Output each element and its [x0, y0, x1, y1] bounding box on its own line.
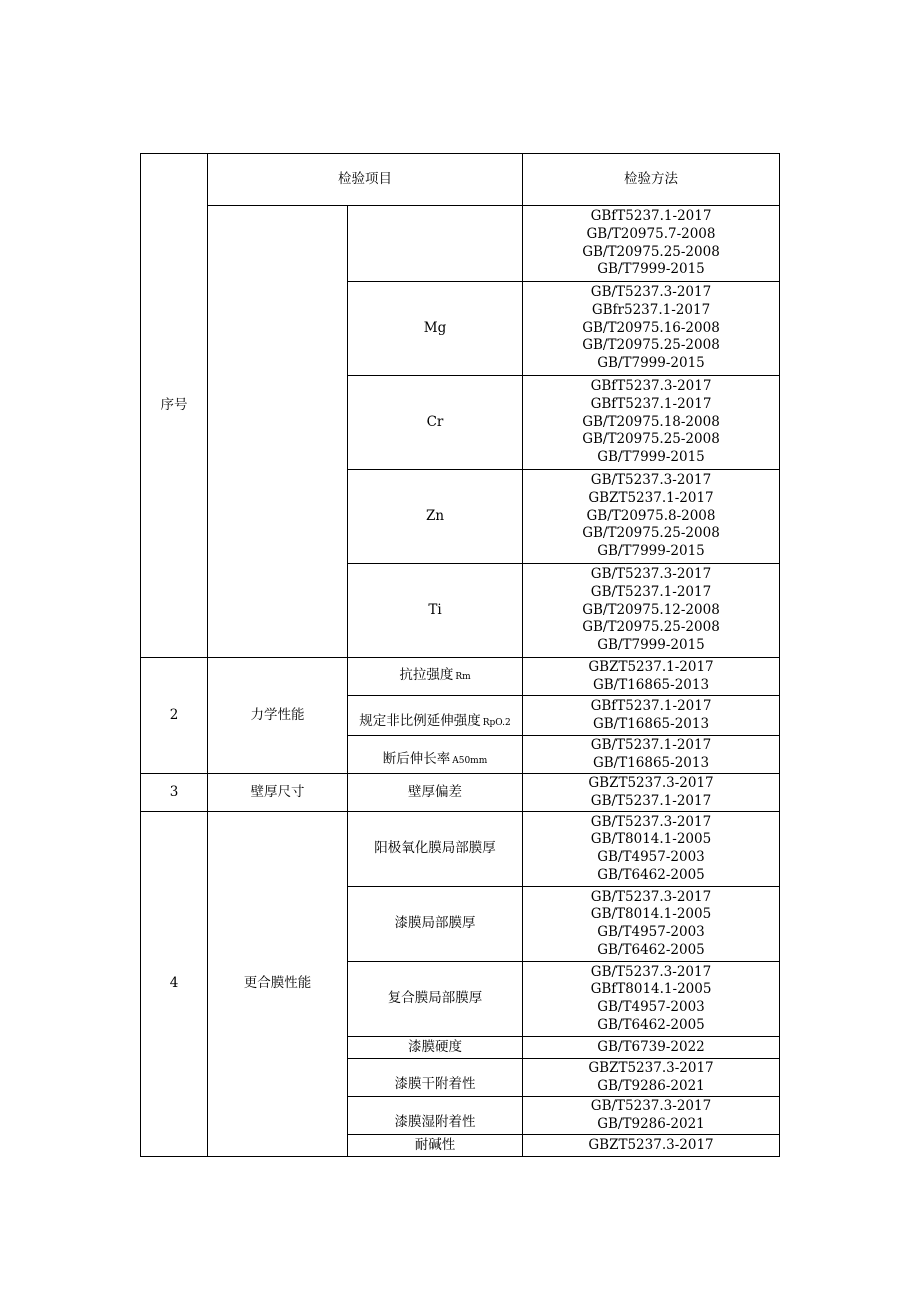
item-zn: Zn — [348, 470, 523, 564]
method-line: GBfT5237.1-2017 — [590, 208, 712, 225]
method-line: GB/T20975.8-2008 — [586, 507, 716, 524]
method-line: GB/T20975.25-2008 — [582, 337, 720, 354]
methods-cell — [523, 206, 780, 282]
chem-category-cell — [208, 206, 348, 658]
item-wall-deviation: 壁厚偏差 — [348, 774, 523, 812]
method-line: GBZT5237.1-2017 — [588, 489, 714, 506]
methods-cell — [523, 376, 780, 470]
item-dry-adhesion: 漆膜干附着性 — [348, 1059, 523, 1097]
method-line: GB/T7999-2015 — [597, 261, 705, 278]
category-wall-thickness: 壁厚尺寸 — [208, 774, 348, 812]
method-line: GBfr5237.1-2017 — [591, 301, 711, 318]
methods-cell — [523, 887, 780, 962]
methods-cell — [523, 282, 780, 376]
row-number-3: 3 — [141, 774, 208, 812]
method-line: GB/T7999-2015 — [597, 355, 705, 372]
method-line: GB/T9286-2021 — [597, 1077, 705, 1094]
symbol-rp02: RpO.2 — [482, 718, 511, 729]
method-line: GB/T5237.3-2017 — [590, 888, 712, 905]
item-anodic-film-thickness: 阳极氧化膜局部膜厚 — [348, 812, 523, 887]
methods-cell — [523, 962, 780, 1037]
method-line: GBZT5237.3-2017 — [588, 1059, 714, 1076]
item-yield-strength: 规定非比例延伸强度 RpO.2 — [348, 696, 523, 736]
method-line: GB/T5237.3-2017 — [590, 963, 712, 980]
method-line: GB/T16865-2013 — [592, 754, 710, 771]
method-line: GB/T5237.1-2017 — [590, 736, 712, 753]
method-line: GB/T20975.25-2008 — [582, 525, 720, 542]
method-line: GB/T8014.1-2005 — [590, 831, 712, 848]
method-line: GBZT5237.3-2017 — [588, 1136, 714, 1153]
method-line: GB/T4957-2003 — [597, 924, 705, 940]
methods-cell — [523, 564, 780, 658]
methods-cell — [523, 774, 780, 812]
row-number-4: 4 — [141, 812, 208, 1157]
methods-cell — [523, 736, 780, 774]
method-line: GB/T4957-2003 — [597, 999, 705, 1015]
category-film: 更合膜性能 — [208, 812, 348, 1157]
method-line: GB/T20975.25-2008 — [582, 619, 720, 636]
chem-unlabeled-item — [348, 206, 523, 282]
table-row — [141, 658, 780, 696]
method-line: GB/T5237.3-2017 — [590, 813, 712, 830]
method-line: GB/T5237.3-2017 — [590, 566, 712, 583]
category-mechanical: 力学性能 — [208, 658, 348, 774]
methods-cell — [523, 1097, 780, 1135]
method-line: GB/T5237.3-2017 — [590, 472, 712, 489]
symbol-a50mm: A50mm — [452, 756, 488, 767]
item-composite-film-thickness: 复合膜局部膜厚 — [348, 962, 523, 1037]
method-line: GB/T20975.16-2008 — [582, 319, 720, 336]
methods-cell — [523, 1135, 780, 1157]
methods-cell — [523, 812, 780, 887]
item-paint-film-thickness: 漆膜局部膜厚 — [348, 887, 523, 962]
method-line: GBfT5237.3-2017 — [590, 378, 712, 395]
method-line: GB/T7999-2015 — [597, 449, 705, 466]
item-paint-hardness: 漆膜硬度 — [348, 1037, 523, 1059]
header-method: 检验方法 — [523, 154, 780, 206]
method-line: GBfT5237.1-2017 — [590, 697, 712, 714]
table-row — [141, 774, 780, 812]
method-line: GB/T6462-2005 — [597, 1016, 705, 1033]
item-mg: Mg — [348, 282, 523, 376]
methods-cell — [523, 470, 780, 564]
symbol-rm: Rm — [455, 671, 471, 682]
table-row — [141, 206, 780, 282]
method-line: GB/T20975.12-2008 — [582, 601, 720, 618]
row-number-2: 2 — [141, 658, 208, 774]
method-line: GB/T20975.7-2008 — [586, 225, 716, 242]
methods-cell — [523, 696, 780, 736]
method-line: GBfT8014.1-2005 — [590, 981, 712, 998]
method-line: GB/T5237.1-2017 — [590, 792, 712, 809]
inspection-table — [140, 153, 780, 1157]
method-line: GB/T6462-2005 — [597, 866, 705, 883]
method-line: GB/T16865-2013 — [592, 676, 710, 693]
method-line: GBZT5237.3-2017 — [588, 774, 714, 791]
table-row — [141, 812, 780, 887]
method-line: GB/T5237.1-2017 — [590, 583, 712, 600]
methods-cell — [523, 658, 780, 696]
method-line: GB/T5237.3-2017 — [590, 1097, 712, 1114]
item-ti: Ti — [348, 564, 523, 658]
item-alkali-resistance: 耐碱性 — [348, 1135, 523, 1157]
header-row — [141, 154, 780, 206]
item-wet-adhesion: 漆膜湿附着性 — [348, 1097, 523, 1135]
method-line: GB/T16865-2013 — [592, 715, 710, 732]
methods-cell — [523, 1059, 780, 1097]
item-tensile-strength: 抗拉强度 Rm — [348, 658, 523, 696]
method-line: GBZT5237.1-2017 — [588, 658, 714, 675]
method-line: GB/T8014.1-2005 — [590, 906, 712, 923]
header-item: 检验项目 — [208, 154, 523, 206]
item-elongation: 断后伸长率 A50mm — [348, 736, 523, 774]
method-line: GB/T7999-2015 — [597, 637, 705, 654]
methods-cell — [523, 1037, 780, 1059]
method-line: GB/T6462-2005 — [597, 941, 705, 958]
method-line: GB/T20975.25-2008 — [582, 431, 720, 448]
method-line: GB/T6739-2022 — [597, 1038, 705, 1055]
method-line: GB/T5237.3-2017 — [590, 284, 712, 301]
method-line: GB/T20975.18-2008 — [582, 413, 720, 430]
method-line: GB/T4957-2003 — [597, 849, 705, 865]
item-cr: Cr — [348, 376, 523, 470]
method-line: GB/T9286-2021 — [597, 1115, 705, 1132]
header-no: 序号 — [141, 154, 208, 658]
method-line: GBfT5237.1-2017 — [590, 395, 712, 412]
method-line: GB/T20975.25-2008 — [582, 243, 720, 260]
method-line: GB/T7999-2015 — [597, 543, 705, 560]
